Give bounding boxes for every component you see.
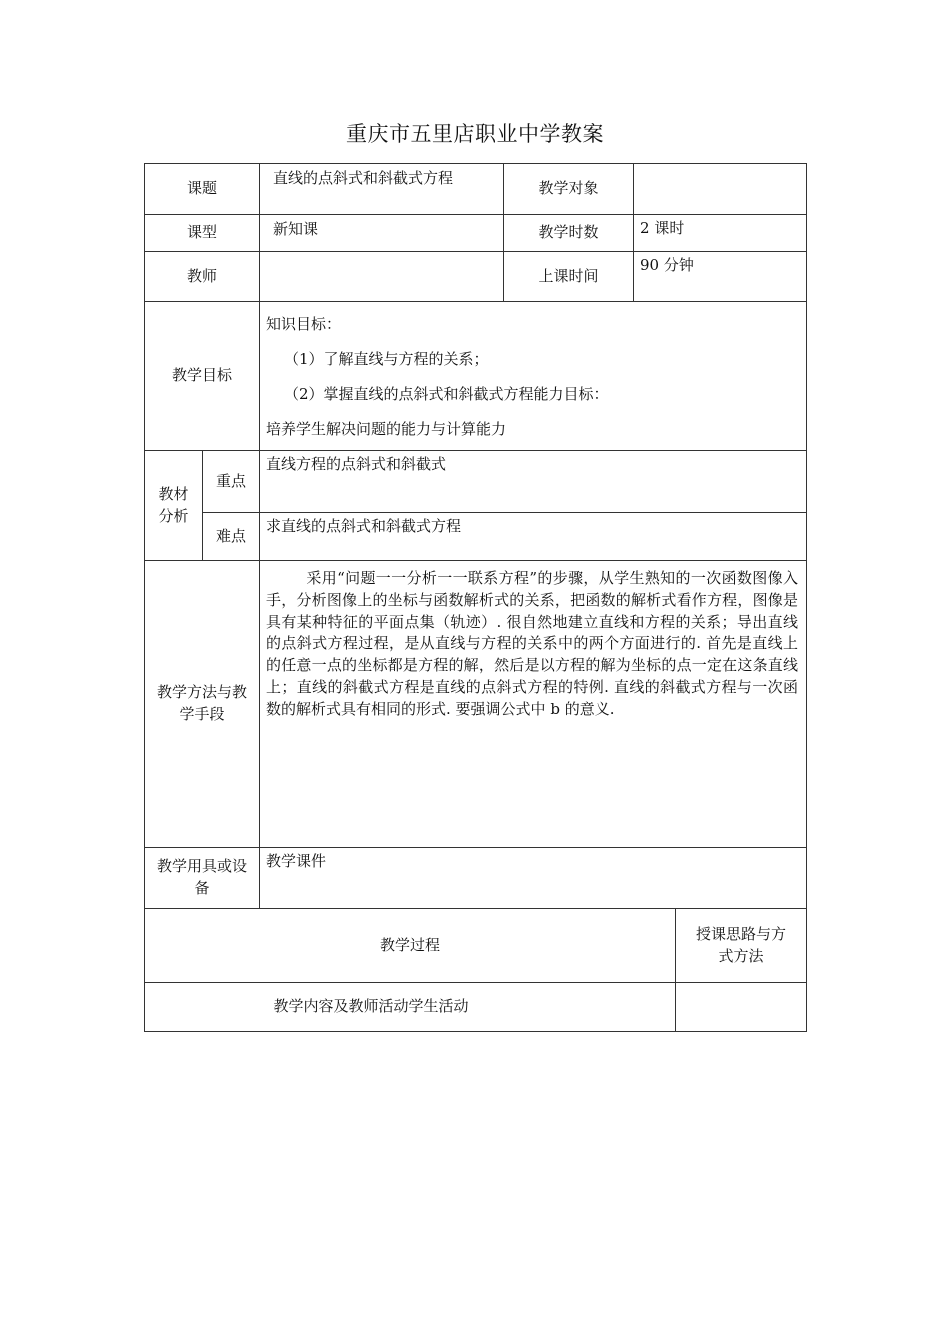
audience-label: 教学对象 [504,164,634,215]
methods-row [145,561,807,848]
teacher-value [260,252,504,302]
topic-value: 直线的点斜式和斜截式方程 [260,164,504,215]
approach-header-line: 授课思路与方 [696,924,787,943]
goal-line: 培养学生解决问题的能力与计算能力 [266,420,507,438]
methods-content [260,561,807,848]
process-header-row [145,909,807,983]
tools-label-line: 备 [194,879,210,897]
lesson-plan-table [144,163,807,1032]
tools-row [145,848,807,909]
tools-label-line: 教学用具或设 [157,857,248,876]
time-label: 上课时间 [504,252,634,302]
content-header [145,983,676,1032]
goals-row [145,302,807,451]
topic-row [145,164,807,215]
approach-header [676,909,807,983]
tools-label [145,848,260,909]
difficulty-value: 求直线的点斜式和斜截式方程 [260,513,807,561]
hours-value: 2 课时 [634,215,807,252]
type-value: 新知课 [260,215,504,252]
page-title: 重庆市五里店职业中学教案 [346,122,604,146]
goal-line: （1）了解直线与方程的关系； [284,350,489,368]
audience-value [634,164,807,215]
methods-label-line: 学手段 [179,705,225,723]
analysis-label-line: 教材 [158,484,189,503]
goal-line: 知识目标： [266,315,342,333]
methods-label [145,561,260,848]
hours-label: 教学时数 [504,215,634,252]
analysis-label-line: 分析 [158,506,189,525]
key-point-value: 直线方程的点斜式和斜截式 [260,451,807,513]
content-header-text: 教学内容及教师活动学生活动 [273,997,469,1016]
difficulty-row [145,513,807,561]
process-header: 教学过程 [145,909,676,983]
difficulty-label: 难点 [203,513,260,561]
topic-label: 课题 [145,164,260,215]
teacher-label: 教师 [145,252,260,302]
analysis-label [145,451,203,561]
teacher-row [145,252,807,302]
approach-header-line: 式方法 [718,946,764,965]
key-point-row [145,451,807,513]
methods-label-line: 教学方法与教 [157,683,248,702]
time-value: 90 分钟 [634,252,807,302]
tools-value: 教学课件 [260,848,807,909]
goals-label: 教学目标 [145,302,260,451]
process-content-row [145,983,807,1032]
methods-text: 采用“问题一一分析一一联系方程”的步骤，从学生熟知的一次函数图像入手，分析图像上的坐标与函数解析式的关系，把函数的解析式看作方程，图像是具有某种特征的平面点集（轨迹）. 很自然地建立直线和方程的关系；导出直线的点斜式方程过程，是从直线与方程的关系中的两个方面进行的. 首先是直线上的任意一点的坐标都是方程的解，然后是以方程的解为坐标的点一定在这条直线上；直线的斜截式方程是直线的点斜式方程的特例. 直线的斜截式方程与一次函数的解析式具有相同的形式. 要强调公式中 b 的意义. [266,569,799,718]
goal-line: （2）掌握直线的点斜式和斜截式方程能力目标： [284,385,609,403]
approach-value [676,983,807,1032]
type-row [145,215,807,252]
key-point-label: 重点 [203,451,260,513]
goals-content [260,302,807,451]
type-label: 课型 [145,215,260,252]
